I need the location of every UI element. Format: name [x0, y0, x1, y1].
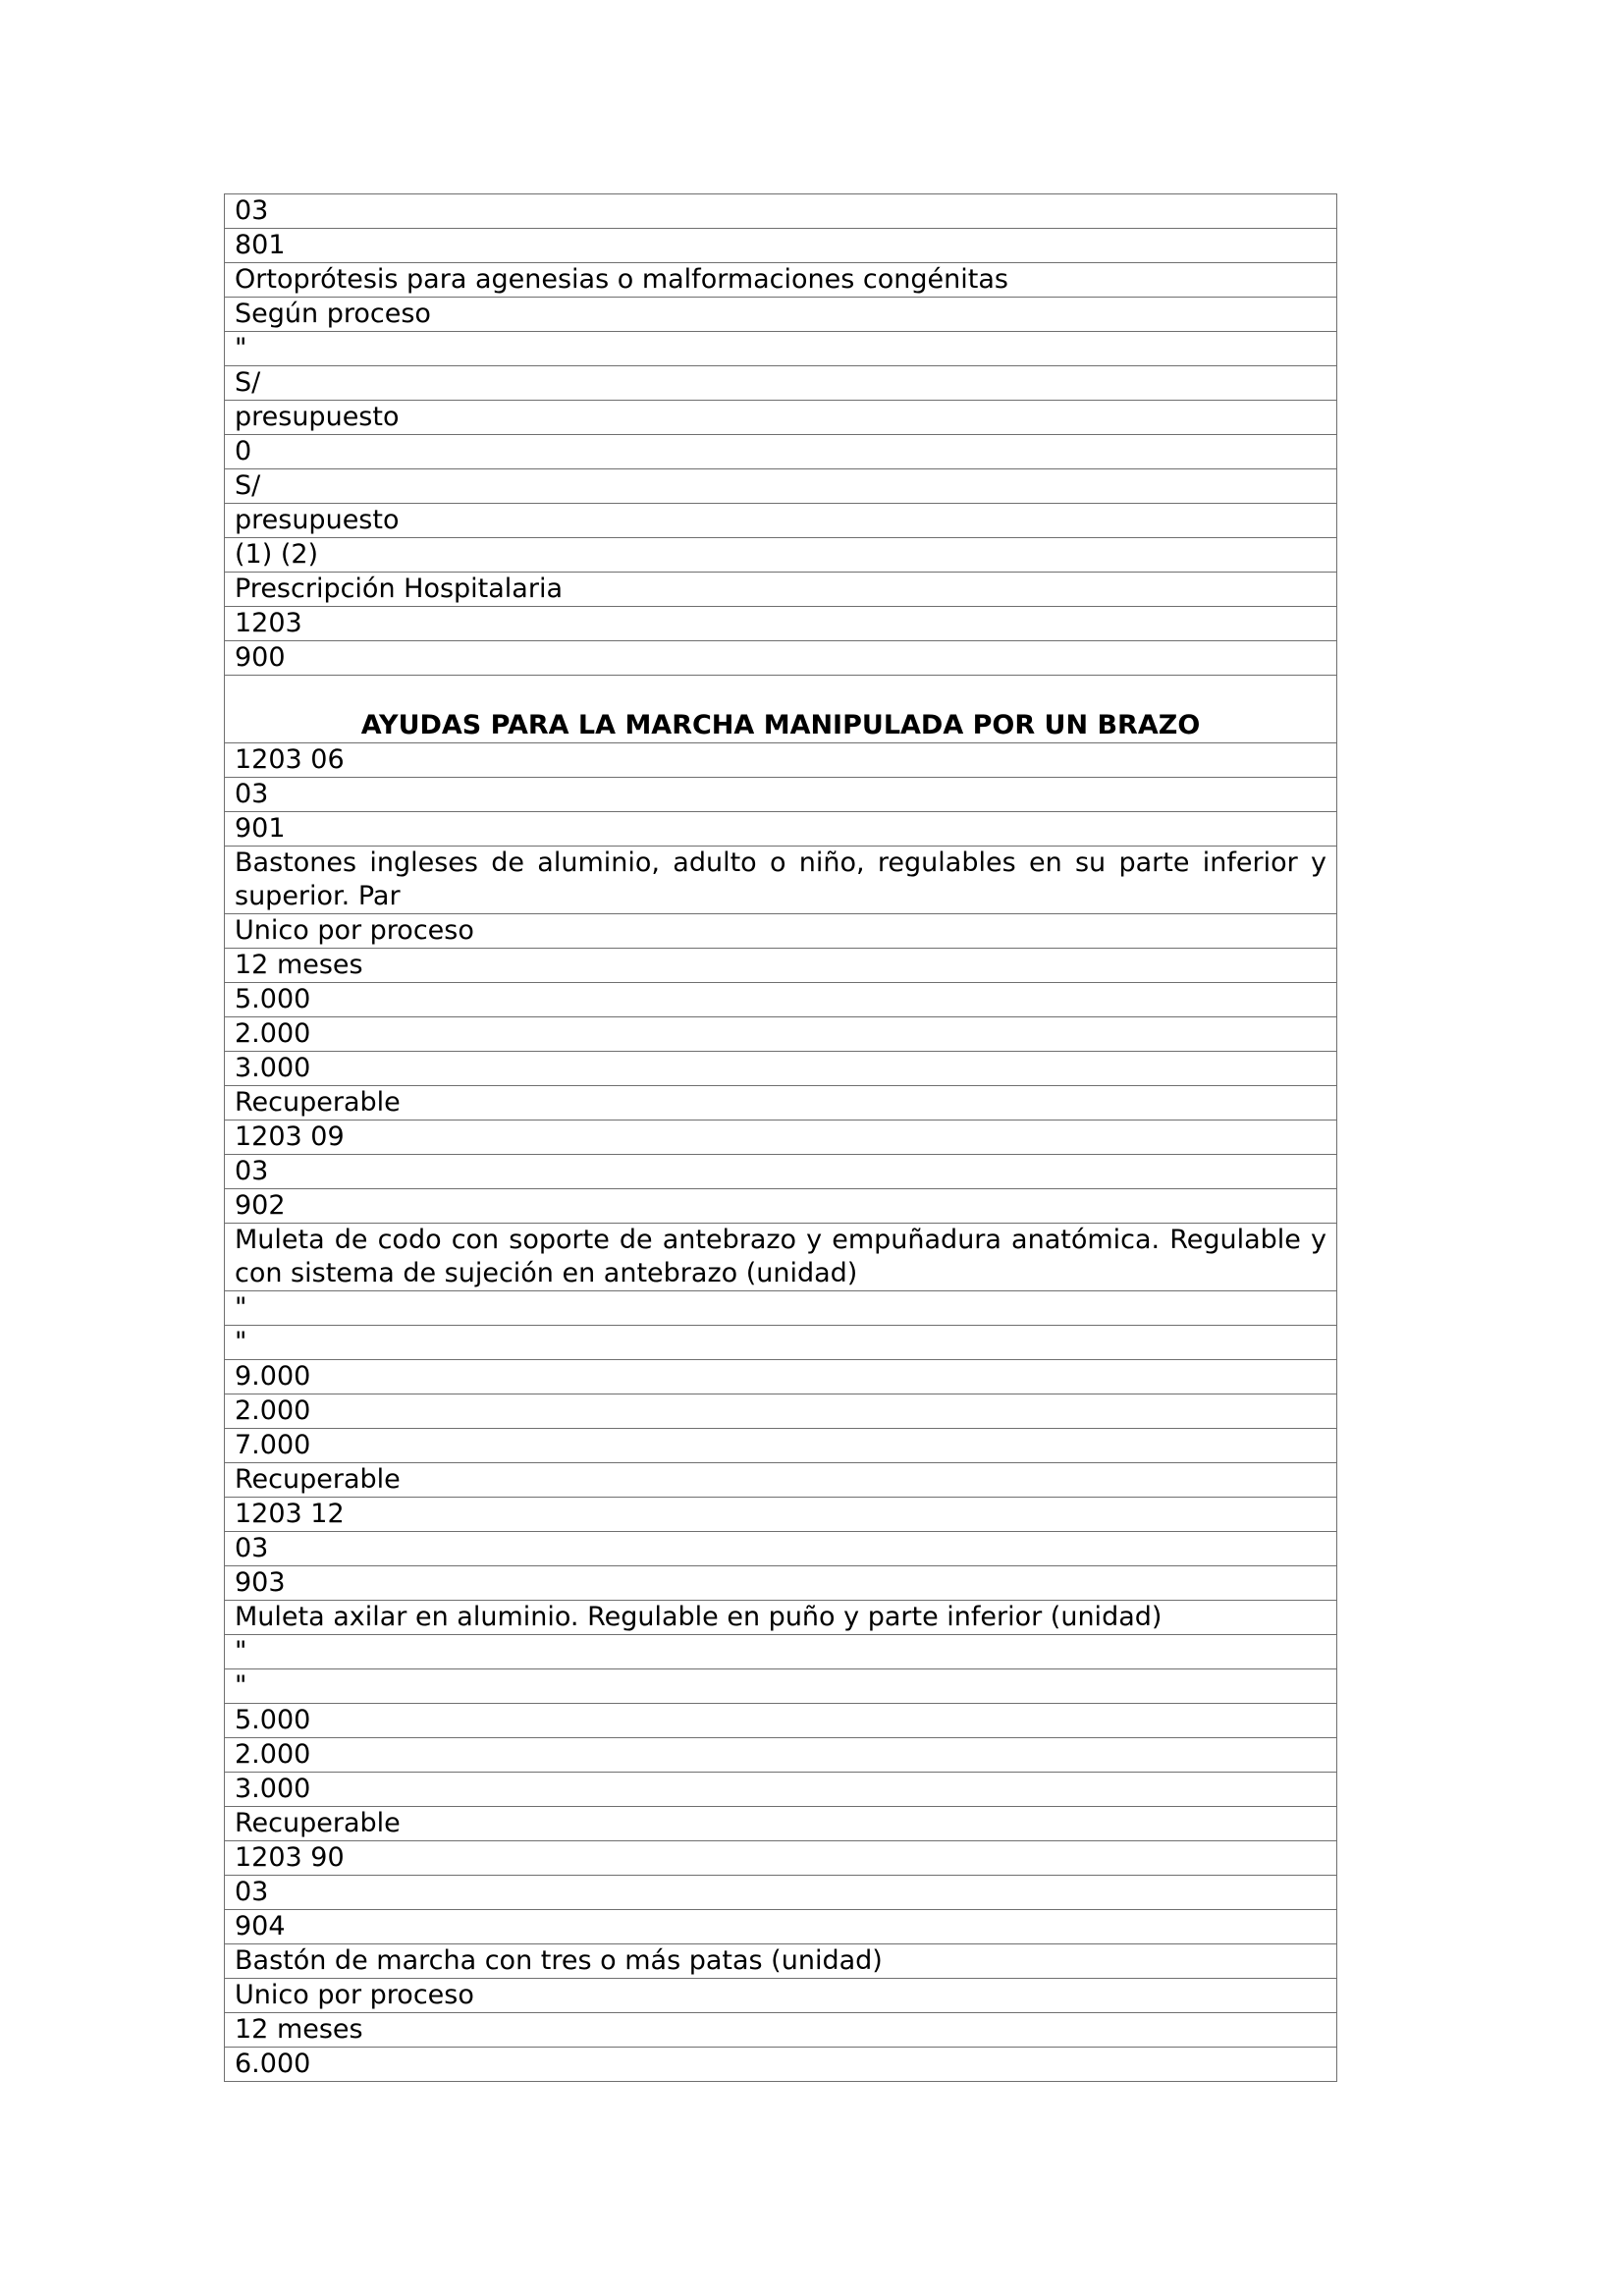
table-cell: 03: [225, 1155, 1337, 1189]
table-row: [225, 1086, 1337, 1121]
table-cell: Unico por proceso: [225, 1979, 1337, 2013]
table-cell: ": [225, 332, 1337, 366]
table-row: [225, 1463, 1337, 1498]
table-cell: 2.000: [225, 1738, 1337, 1773]
table-row: [225, 914, 1337, 949]
table-row: [225, 949, 1337, 983]
section-heading: AYUDAS PARA LA MARCHA MANIPULADA POR UN BRAZO: [225, 676, 1337, 743]
table-row: [225, 332, 1337, 366]
table-cell: 6.000: [225, 2048, 1337, 2082]
table-cell: ": [225, 1326, 1337, 1360]
table-cell: 7.000: [225, 1429, 1337, 1463]
table-row: [225, 1910, 1337, 1944]
table-row: [225, 573, 1337, 607]
table-row: [225, 469, 1337, 504]
table-row: [225, 1841, 1337, 1876]
table-row: [225, 1944, 1337, 1979]
table-row: [225, 1052, 1337, 1086]
table-row: [225, 504, 1337, 538]
table-cell: Ortoprótesis para agenesias o malformaciones congénitas: [225, 263, 1337, 298]
table-cell: 5.000: [225, 1704, 1337, 1738]
table-row: [225, 298, 1337, 332]
table-row: [225, 812, 1337, 847]
table-row: [225, 1807, 1337, 1841]
table-row: [225, 1635, 1337, 1669]
table-cell: Según proceso: [225, 298, 1337, 332]
table-cell: 03: [225, 778, 1337, 812]
table-row: [225, 1429, 1337, 1463]
table-row: [225, 1876, 1337, 1910]
table-cell: Bastones ingleses de aluminio, adulto o niño, regulables en su parte inferior y superior. Par: [225, 847, 1337, 914]
table-cell: Bastón de marcha con tres o más patas (unidad): [225, 1944, 1337, 1979]
table-row: [225, 401, 1337, 435]
table-row: [225, 263, 1337, 298]
catalog-table: [224, 193, 1337, 2082]
table-row: [225, 847, 1337, 914]
table-row: [225, 1773, 1337, 1807]
table-cell: presupuesto: [225, 401, 1337, 435]
table-row: [225, 607, 1337, 641]
table-row: [225, 1669, 1337, 1704]
table-cell: 900: [225, 641, 1337, 676]
table-cell: Recuperable: [225, 1807, 1337, 1841]
table-row: [225, 1155, 1337, 1189]
table-row: [225, 1017, 1337, 1052]
table-row: [225, 2048, 1337, 2082]
table-cell: 3.000: [225, 1052, 1337, 1086]
table-row: [225, 1704, 1337, 1738]
table-cell: 03: [225, 1876, 1337, 1910]
table-cell: ": [225, 1669, 1337, 1704]
table-cell: 904: [225, 1910, 1337, 1944]
table-cell: 3.000: [225, 1773, 1337, 1807]
table-cell: 901: [225, 812, 1337, 847]
table-row: [225, 641, 1337, 676]
table-row: [225, 983, 1337, 1017]
table-cell: 1203 12: [225, 1498, 1337, 1532]
table-row: [225, 1291, 1337, 1326]
table-row: [225, 1498, 1337, 1532]
table-cell: Recuperable: [225, 1463, 1337, 1498]
table-row: [225, 435, 1337, 469]
table-cell: 903: [225, 1566, 1337, 1601]
table-row: [225, 1326, 1337, 1360]
table-cell: ": [225, 1291, 1337, 1326]
table-cell: 9.000: [225, 1360, 1337, 1394]
table-row: [225, 1601, 1337, 1635]
table-cell: Recuperable: [225, 1086, 1337, 1121]
table-row: [225, 1121, 1337, 1155]
table-row: [225, 2013, 1337, 2048]
table-cell: 2.000: [225, 1017, 1337, 1052]
table-row: [225, 1189, 1337, 1224]
table-cell: Prescripción Hospitalaria: [225, 573, 1337, 607]
table-cell: (1) (2): [225, 538, 1337, 573]
table-row: [225, 1532, 1337, 1566]
section-heading-row: [225, 676, 1337, 743]
table-cell: 1203: [225, 607, 1337, 641]
table-cell: 2.000: [225, 1394, 1337, 1429]
table-row: [225, 1224, 1337, 1291]
table-row: [225, 778, 1337, 812]
table-cell: 12 meses: [225, 2013, 1337, 2048]
table-cell: 03: [225, 1532, 1337, 1566]
table-row: [225, 194, 1337, 229]
table-cell: 902: [225, 1189, 1337, 1224]
table-cell: S/: [225, 469, 1337, 504]
table-cell: 1203 06: [225, 743, 1337, 778]
table-row: [225, 1738, 1337, 1773]
table-row: [225, 1566, 1337, 1601]
table-row: [225, 1394, 1337, 1429]
table-cell: S/: [225, 366, 1337, 401]
table-row: [225, 229, 1337, 263]
table-cell: Unico por proceso: [225, 914, 1337, 949]
table-cell: 03: [225, 194, 1337, 229]
catalog-table-body: [225, 194, 1337, 2082]
table-row: [225, 1979, 1337, 2013]
table-cell: 801: [225, 229, 1337, 263]
table-cell: presupuesto: [225, 504, 1337, 538]
table-row: [225, 366, 1337, 401]
table-cell: 5.000: [225, 983, 1337, 1017]
table-row: [225, 743, 1337, 778]
table-cell: 12 meses: [225, 949, 1337, 983]
table-cell: Muleta de codo con soporte de antebrazo y empuñadura anatómica. Regulable y con sistema de sujeción en antebrazo (unidad): [225, 1224, 1337, 1291]
table-cell: 1203 09: [225, 1121, 1337, 1155]
table-row: [225, 538, 1337, 573]
table-cell: 1203 90: [225, 1841, 1337, 1876]
table-cell: ": [225, 1635, 1337, 1669]
table-row: [225, 1360, 1337, 1394]
table-cell: 0: [225, 435, 1337, 469]
table-cell: Muleta axilar en aluminio. Regulable en puño y parte inferior (unidad): [225, 1601, 1337, 1635]
